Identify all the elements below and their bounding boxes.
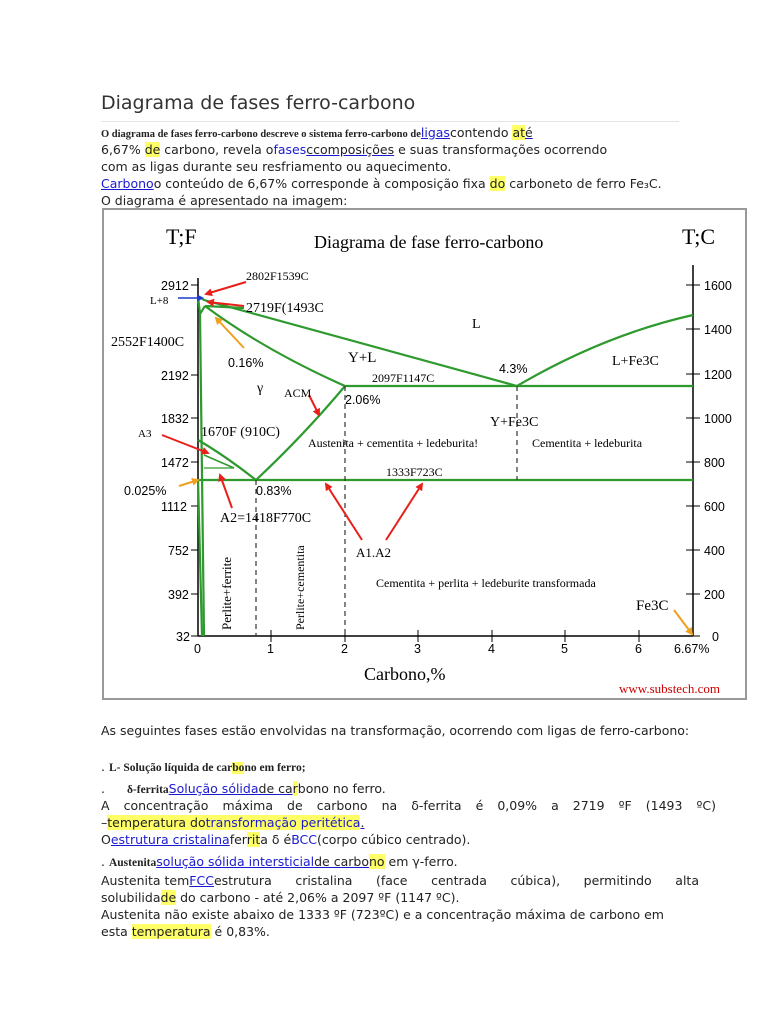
arrow-2802 [206, 282, 246, 294]
label-L-Fe3C: L+Fe3C [612, 354, 659, 369]
bullet-dot: . [101, 854, 109, 869]
label-A1A2: A1.A2 [356, 545, 392, 560]
phase-austenita-line-2 [101, 872, 699, 889]
austenita-l2-pre: Austenita tem [101, 873, 190, 888]
right-tick-label: 1600 [704, 279, 732, 293]
intro-line-5: O diagrama é apresentado na imagem: [101, 193, 348, 208]
solidus-austenite [205, 306, 345, 386]
phase-diagram [102, 208, 747, 700]
austenita-bold: Austenita [108, 857, 157, 869]
delta-l3-dot: . [360, 815, 365, 830]
phase-austenita-line-3 [101, 889, 459, 906]
right-unit-label: T;C [682, 224, 716, 249]
right-tick-label: 0 [712, 630, 719, 644]
austenita-l3-pre: solubilida [101, 890, 161, 905]
bullet-dot: . [101, 781, 109, 796]
delta-l4-rit: rit [246, 832, 261, 847]
delta-ferrita-bold: δ-ferrita [126, 784, 169, 796]
intro-line-4 [101, 175, 662, 192]
diagram-title: Diagrama de fase ferro-carbono [314, 232, 544, 252]
intro-bold-lead: O diagrama de fases ferro-carbono descreve o sistema ferro-carbono de [101, 129, 421, 140]
left-tick-label: 32 [176, 630, 190, 644]
x-tick-label: 3 [414, 642, 421, 656]
left-tick-label: 1112 [161, 500, 187, 514]
x-tick-label: 2 [341, 642, 348, 656]
phase-diagram-svg [104, 210, 745, 698]
right-tick-label: 800 [704, 456, 725, 470]
arrow-fe3c [674, 610, 692, 634]
label-gamma: γ [257, 381, 264, 396]
intro-line2-comp: ccomposições [306, 142, 395, 157]
intro-line-2 [101, 141, 607, 158]
source-link[interactable]: www.substech.com [619, 681, 720, 696]
austenita-l5-rest: é 0,83%. [210, 924, 270, 939]
label-L: L [472, 317, 481, 332]
label-perlite-cementita: Perlite+cementita [293, 545, 307, 630]
intro-line4-mid: o conteúdo de 6,67% corresponde à composição fixa [153, 176, 490, 191]
x-tick-label: 1 [267, 642, 274, 656]
link-estrutura-cristalina[interactable]: estrutura cristalina [110, 832, 230, 847]
left-ticks [161, 279, 198, 644]
right-tick-label: 600 [704, 500, 725, 514]
austenita-l3-rest: do carbono - até 2,06% a 2097 ºF (1147 ºC). [176, 890, 460, 905]
phase-L-bold-hl: bo [232, 762, 245, 774]
intro-ate-hl: at [512, 125, 526, 140]
right-tick-label: 1200 [704, 368, 732, 382]
label-1333: 1333F723C [386, 465, 443, 479]
left-tick-label: 2912 [161, 279, 189, 293]
delta-l4-fer: fer [229, 832, 247, 847]
label-016: 0.16% [228, 356, 264, 370]
x-tick-label: 6.67% [674, 642, 710, 656]
delta-l4-o: O [101, 832, 111, 847]
delta-de: de ca [258, 781, 293, 796]
link-fcc[interactable]: FCC [189, 873, 214, 888]
link-solucao-solida[interactable]: Solução sólida [168, 781, 259, 796]
x-tick-label: 4 [488, 642, 495, 656]
label-2552: 2552F1400C [111, 335, 185, 350]
austenita-l5-hl: temperatura [131, 924, 211, 939]
label-A3: A3 [138, 428, 152, 440]
label-YL: Y+L [348, 350, 377, 366]
x-tick-label: 6 [635, 642, 642, 656]
label-083: 0.83% [256, 484, 292, 498]
link-fases[interactable]: fases [273, 142, 307, 157]
arrow-a1a2-left [326, 484, 362, 540]
label-Fe3C: Fe3C [636, 598, 669, 614]
arrow-a1a2-right [386, 484, 422, 540]
label-206: 2.06% [345, 393, 381, 407]
label-perlite-ferrite: Perlite+ferrite [219, 556, 234, 630]
link-ligas[interactable]: ligas [420, 125, 450, 140]
austenita-l2-rest: estrutura cristalina (face centrada cúbica), permitindo alta [213, 873, 699, 888]
label-cementita-ledeburita: Cementita + ledeburita [532, 436, 643, 450]
label-austenita: Austenita + cementita + ledeburita! [308, 436, 479, 450]
intro-line4-do: do [489, 176, 506, 191]
link-carbono[interactable]: Carbono [101, 176, 154, 191]
label-ACM: ACM [284, 386, 312, 400]
intro-line4-rest: carboneto de ferro Fe₃C. [505, 176, 662, 191]
a3-line [198, 440, 256, 480]
intro-line2-de: de [144, 142, 161, 157]
bullet-dot: . [101, 759, 109, 774]
delta-l3-dash: – [101, 815, 108, 830]
label-43: 4.3% [499, 362, 528, 376]
x-tick-label: 0 [194, 642, 201, 656]
link-solucao-intersticial[interactable]: solução sólida intersticial [156, 854, 315, 869]
liquidus-right [517, 315, 693, 386]
intro-line2-mid: carbono, revela o [160, 142, 274, 157]
link-transformacao-peritetica[interactable]: transformação peritética [205, 815, 361, 830]
phase-austenita-line-4: Austenita não existe abaixo de 1333 ºF (723ºC) e a concentração máxima de carbono em [101, 907, 664, 922]
phases-intro: As seguintes fases estão envolvidas na transformação, ocorrendo com ligas de ferro-carbono: [101, 723, 690, 738]
label-Y-Fe3C: Y+Fe3C [490, 415, 539, 430]
phase-L-bold-b: no em ferro; [244, 762, 306, 774]
label-0025: 0.025% [124, 484, 167, 498]
austenita-rest: em γ-ferro. [384, 854, 458, 869]
left-tick-label: 752 [168, 544, 189, 558]
phase-delta-line-2: A concentração máxima de carbono na δ-ferrita é 0,09% a 2719 ºF (1493 ºC) [101, 798, 716, 813]
intro-line2-pre: 6,67% [101, 142, 145, 157]
title-divider [101, 121, 679, 122]
intro-contendo: contendo [449, 125, 513, 140]
intro-ate-rest: é [525, 125, 533, 140]
phase-L [101, 758, 306, 777]
delta-l4-a: a δ é [260, 832, 292, 847]
delta-hl: r [292, 781, 298, 796]
x-tick-label: 5 [561, 642, 568, 656]
arrow-0025 [179, 480, 198, 486]
phase-L-bold-a: L- Solução líquida de car [108, 762, 233, 774]
intro-line-3: com as ligas durante seu resfriamento ou aquecimento. [101, 159, 452, 174]
right-tick-label: 400 [704, 544, 725, 558]
left-tick-label: 2192 [161, 369, 189, 383]
austenita-l2-left [101, 872, 214, 889]
delta-l3-temp: temperatura do [107, 815, 206, 830]
label-cementita-perlita: Cementita + perlita + ledeburite transformada [376, 576, 596, 590]
delta-l4-rest: (corpo cúbico centrado). [317, 832, 471, 847]
x-ticks [194, 630, 709, 656]
left-tick-label: 1832 [161, 412, 189, 426]
left-unit-label: T;F [166, 224, 197, 249]
delta-rest: bono no ferro. [297, 781, 386, 796]
austenita-l5-pre: esta [101, 924, 132, 939]
x-axis-label: Carbono,% [364, 664, 446, 684]
label-2719: 2719F(1493C [246, 301, 324, 316]
austenita-hl: no [368, 854, 385, 869]
phase-delta-line-4 [101, 831, 470, 848]
link-bcc[interactable]: BCC [291, 832, 317, 847]
right-tick-label: 200 [704, 588, 725, 602]
left-tick-label: 392 [168, 588, 189, 602]
phase-delta-line-3 [101, 814, 404, 831]
label-2097: 2097F1147C [372, 371, 435, 385]
left-tick-label: 1472 [161, 456, 189, 470]
right-tick-label: 1000 [704, 412, 732, 426]
label-l-delta: L+8 [150, 295, 169, 307]
intro-line2-rest: e suas transformações ocorrendo [394, 142, 608, 157]
page-title: Diagrama de fases ferro-carbono [101, 92, 416, 114]
label-A2: A2=1418F770C [220, 511, 312, 526]
right-tick-label: 1400 [704, 323, 732, 337]
austenita-de: de carbo [314, 854, 369, 869]
label-2802: 2802F1539C [246, 269, 309, 283]
phase-austenita-line-5 [101, 923, 270, 940]
label-1670: 1670F (910C) [201, 425, 280, 440]
phase-austenita-line-1 [101, 853, 458, 872]
austenita-l3-hl: de [160, 890, 177, 905]
